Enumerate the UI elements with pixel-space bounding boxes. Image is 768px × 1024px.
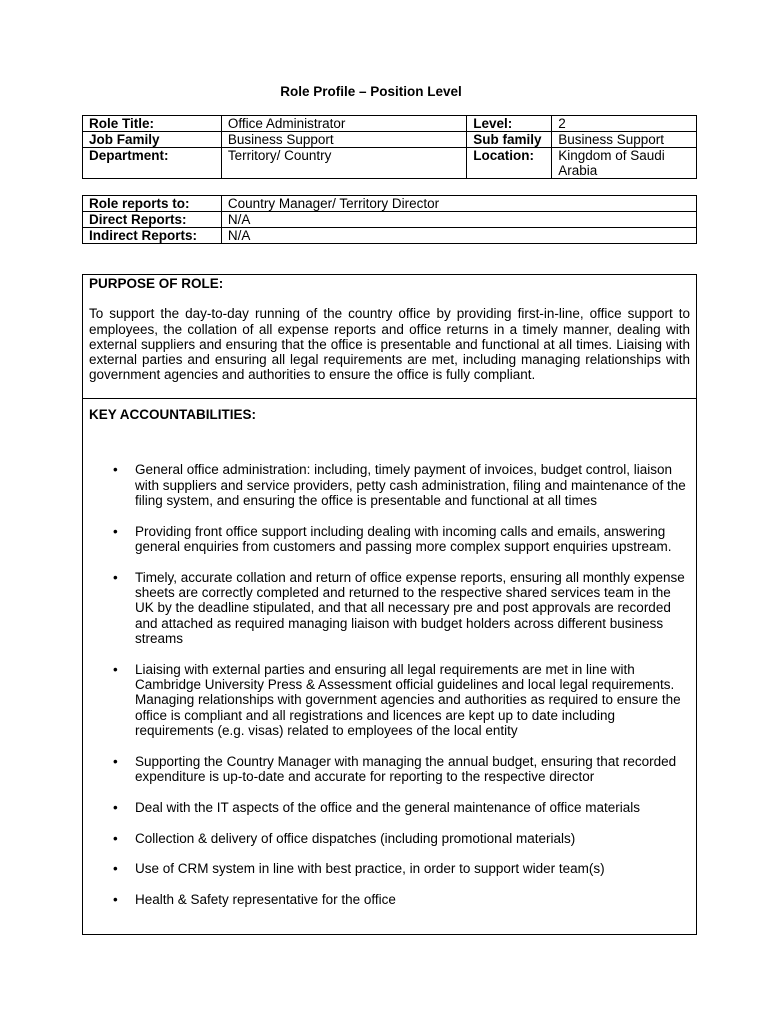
bullet-icon: • [113, 830, 118, 846]
bullet-icon: • [113, 753, 118, 769]
sub-family-label: Sub family [467, 132, 552, 148]
page-title: Role Profile – Position Level [280, 84, 462, 99]
list-item-text: Deal with the IT aspects of the office and the general maintenance of office materials [135, 799, 641, 815]
bullet-icon: • [113, 569, 118, 585]
table-row [83, 228, 697, 244]
role-title-value: Office Administrator [221, 116, 466, 132]
reports-to-value: Country Manager/ Territory Director [221, 196, 696, 212]
reports-to-label: Role reports to: [83, 196, 222, 212]
sub-family-value: Business Support [552, 132, 697, 148]
department-value: Territory/ Country [221, 148, 466, 179]
table-row [83, 212, 697, 228]
list-item-text: Timely, accurate collation and return of office expense reports, ensuring all monthly expense sheets are correctly completed and returned to the respective shared services team in the UK by the deadline stipulated, and that all necessary pre and post approvals are recorded and attached as required managing liaison with budget holders across different business streams [135, 569, 685, 646]
direct-reports-label: Direct Reports: [83, 212, 222, 228]
direct-reports-value: N/A [221, 212, 696, 228]
list-item-text: Collection & delivery of office dispatches (including promotional materials) [135, 830, 576, 846]
table-row [83, 196, 697, 212]
accountabilities-section [82, 398, 697, 935]
list-item-text: Liaising with external parties and ensuring all legal requirements are met in line with Cambridge University Press & Assessment official guidelines and local legal requirements. Managing relationships with government agencies and authorities as required to ensure the office is compliant and all registrations and licences are kept up to date including requirements (e.g. visas) related to employees of the local entity [135, 661, 681, 738]
indirect-reports-value: N/A [221, 228, 696, 244]
list-item-text: Use of CRM system in line with best practice, in order to support wider team(s) [135, 861, 605, 877]
role-details-table [82, 115, 697, 179]
indirect-reports-label: Indirect Reports: [83, 228, 222, 244]
accountabilities-heading: KEY ACCOUNTABILITIES: [89, 407, 257, 422]
list-item-text: Providing front office support including dealing with incoming calls and emails, answering general enquiries from customers and passing more complex support enquiries upstream. [135, 523, 672, 554]
list-item [89, 570, 690, 646]
bullet-icon: • [113, 892, 118, 908]
list-item-text: General office administration: including, timely payment of invoices, budget control, liaison with suppliers and service providers, petty cash administration, filing and maintenance of the filing system, and ensuring the office is presentable and functional at all times [135, 462, 686, 508]
location-label: Location: [467, 148, 552, 179]
list-item [89, 861, 690, 876]
bullet-icon: • [113, 523, 118, 539]
list-item [89, 524, 690, 555]
bullet-icon: • [113, 661, 118, 677]
table-row [83, 116, 697, 132]
bullet-icon: • [113, 462, 118, 478]
bullet-icon: • [113, 799, 118, 815]
table-row [83, 148, 697, 179]
job-family-label: Job Family [83, 132, 222, 148]
reporting-table [82, 195, 697, 244]
purpose-section [82, 274, 697, 399]
list-item [89, 754, 690, 785]
purpose-text: To support the day-to-day running of the country office by providing first-in-line, office support to employees, the collation of all expense reports and office returns in a timely manner, dealing with external suppliers and ensuring that the office is presentable and functional at all times. Liaising with external parties and ensuring all legal requirements are met, including managing relationships with government agencies and authorities to ensure the office is fully compliant. [89, 306, 690, 383]
accountabilities-list [89, 462, 690, 907]
list-item [89, 662, 690, 738]
list-item-text: Supporting the Country Manager with managing the annual budget, ensuring that recorded expenditure is up-to-date and accurate for reporting to the respective director [135, 753, 677, 785]
list-item [89, 831, 690, 846]
job-family-value: Business Support [221, 132, 466, 148]
purpose-heading: PURPOSE OF ROLE: [89, 276, 224, 291]
location-value: Kingdom of Saudi Arabia [552, 148, 697, 179]
level-label: Level: [467, 116, 552, 132]
list-item-text: Health & Safety representative for the office [135, 892, 396, 908]
list-item [89, 462, 690, 508]
list-item [89, 892, 690, 907]
list-item [89, 800, 690, 815]
level-value: 2 [552, 116, 697, 132]
department-label: Department: [83, 148, 222, 179]
role-title-label: Role Title: [83, 116, 222, 132]
bullet-icon: • [113, 861, 118, 877]
table-row [83, 132, 697, 148]
